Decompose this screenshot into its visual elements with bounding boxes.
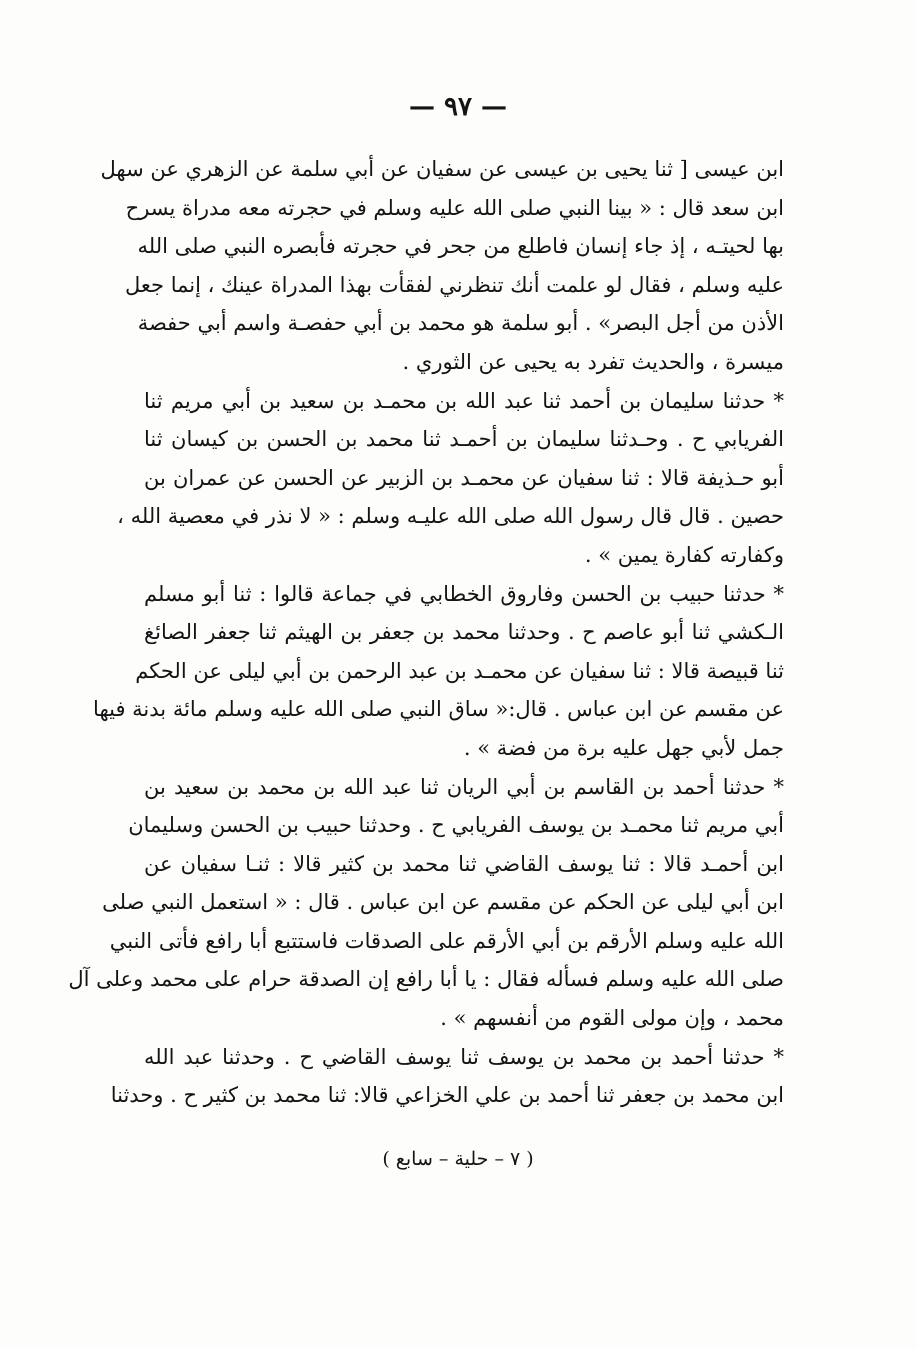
text-line: عن مقسم عن ابن عباس . قال:« ساق النبي صلى الله عليه وسلم مائة بدنة فيها <box>93 697 784 722</box>
text-line: الله عليه وسلم الأرقم بن أبي الأرقم على الصدقات فاستتبع أبا رافع فأتى النبي <box>109 928 784 953</box>
text-line: * حدثنا أحمد بن القاسم بن أبي الريان ثنا عبد الله بن محمد بن سعيد بن <box>144 774 784 799</box>
text-line: ابن عيسى [ ثنا يحيى بن عيسى عن سفيان عن أبي سلمة عن الزهري عن سهل <box>100 157 784 181</box>
text-line: جمل لأبي جهل عليه برة من فضة » . <box>463 735 784 760</box>
text-line: ابن أبي ليلى عن الحكم عن مقسم عن ابن عباس . قال : « استعمل النبي صلى <box>102 890 784 915</box>
text-line: ثنا قبيصة قالا : ثنا سفيان عن محمـد بن عبد الرحمن بن أبي ليلى عن الحكم <box>135 658 784 683</box>
text-line: حصين . قال قال رسول الله صلى الله عليـه وسلم : « لا نذر في معصية الله ، <box>117 504 784 529</box>
page-number: — ٩٧ — <box>408 92 508 122</box>
text-line: الـكشي ثنا أبو عاصم ح . وحدثنا محمد بن جعفر بن الهيثم ثنا جعفر الصائغ <box>144 620 784 645</box>
text-line: أبي مريم ثنا محمـد بن يوسف الفريابي ح . وحدثنا حبيب بن الحسن وسليمان <box>128 813 784 838</box>
text-line: وكفارته كفارة يمين » . <box>584 542 784 567</box>
signature-mark: ( ٧ – حلية – سابع ) <box>382 1148 534 1170</box>
text-line: الفريابي ح . وحـدثنا سليمان بن أحمـد ثنا محمد بن الحسن بن كيسان ثنا <box>144 427 784 452</box>
text-line: * حدثنا سليمان بن أحمد ثنا عبد الله بن محمـد بن سعيد بن أبي مريم ثنا <box>144 388 784 413</box>
text-line: صلى الله عليه وسلم فسأله فقال : يا أبا رافع إن الصدقة حرام على محمد وعلى آل <box>68 967 784 992</box>
text-line: ميسرة ، والحديث تفرد به يحيى عن الثوري . <box>402 349 784 374</box>
arabic-text-body <box>68 150 784 1115</box>
text-line: بها لحيتـه ، إذ جاء إنسان فاطلع من جحر في حجرته فأبصره النبي صلى الله <box>137 234 784 259</box>
text-line: أبو حـذيفة قالا : ثنا سفيان عن محمـد بن الزبير عن الحسن عن عمران بن <box>144 465 784 490</box>
text-line: عليه وسلم ، فقال لو علمت أنك تنظرني لفقأت بهذا المدراة عينك ، إنما جعل <box>125 272 784 297</box>
text-line: ابن محمد بن جعفر ثنا أحمد بن علي الخزاعي قالا: ثنا محمد بن كثير ح . وحدثنا <box>110 1083 784 1108</box>
text-line: * حدثنا أحمد بن محمد بن يوسف ثنا يوسف القاضي ح . وحدثنا عبد الله <box>144 1044 784 1069</box>
text-line: ابن أحمـد قالا : ثنا يوسف القاضي ثنا محمد بن كثير قالا : ثنـا سفيان عن <box>144 851 784 876</box>
text-line: * حدثنا حبيب بن الحسن وفاروق الخطابي في جماعة قالوا : ثنا أبو مسلم <box>144 581 784 606</box>
text-line: ابن سعد قال : « بينا النبي صلى الله عليه وسلم في حجرته معه مدراة يسرح <box>125 195 784 220</box>
text-line: محمد ، وإن مولى القوم من أنفسهم » . <box>440 1006 784 1031</box>
text-line: الأذن من أجل البصر» . أبو سلمة هو محمد بن أبي حفصـة واسم أبي حفصة <box>137 311 784 336</box>
